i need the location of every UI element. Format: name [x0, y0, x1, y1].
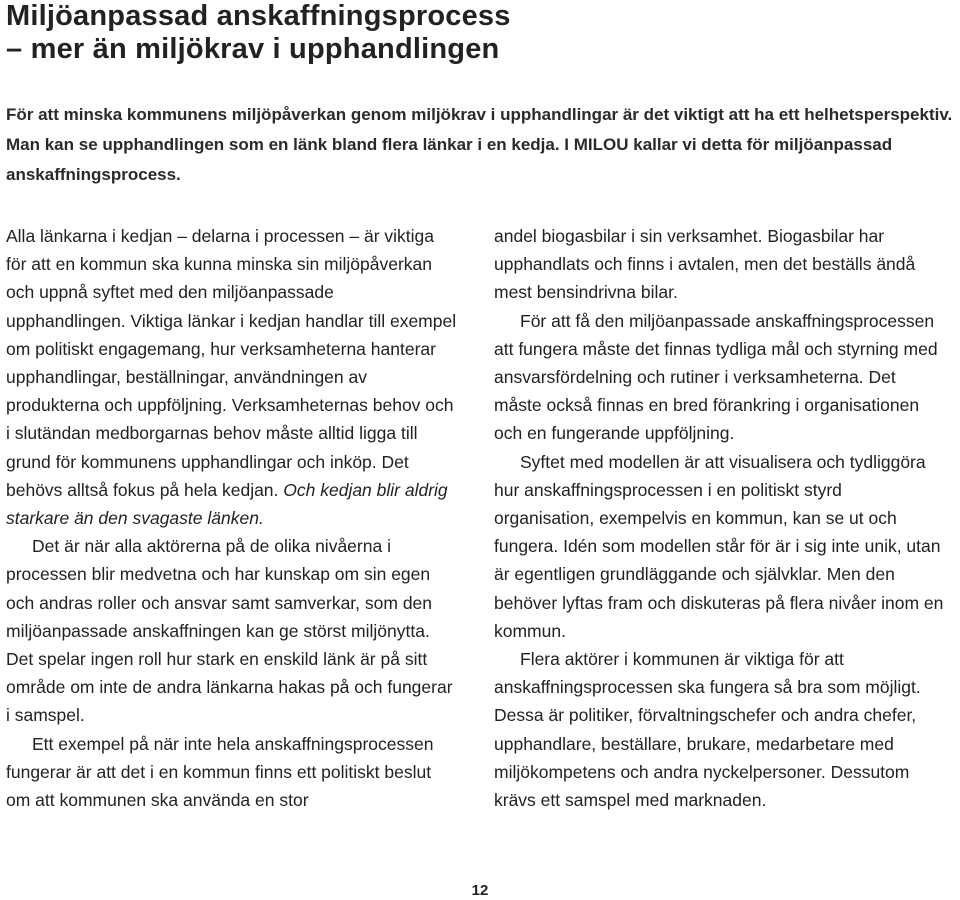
- right-paragraph-1: andel biogasbilar i sin verksamhet. Biogasbilar har upphandlats och finns i avtalen, men det beställs ändå mest bensindrivna bilar.: [494, 226, 916, 303]
- right-column: [494, 222, 946, 814]
- left-paragraph-3: Ett exempel på när inte hela anskaffningsprocessen fungerar är att det i en kommun finns ett politiskt beslut om att kommunen ska använda en stor: [6, 733, 434, 811]
- left-paragraph-1-text: Alla länkarna i kedjan – delarna i processen – är viktiga för att en kommun ska kunna minska sin miljöpåverkan och uppnå syftet med den miljöanpassade upphandlingen. Viktiga länkar i kedjan handlar till exempel om politiskt engagemang, hur verksamheterna hanterar upphandlingar, beställningar, användningen av produkterna och uppföljning. Verksamheternas behov och i slutändan medborgarnas behov måste alltid ligga till grund för kommunens upphandlingar och inköp. Det behövs alltså fokus på hela kedjan.: [6, 226, 457, 500]
- left-paragraph-1: [6, 222, 458, 532]
- right-paragraph-4: Flera aktörer i kommunen är viktiga för att anskaffningsprocessen ska fungera så bra som möjligt. Dessa är politiker, förvaltningschefer och andra chefer, upphandlare, beställare, brukare, medarbetare med miljökompetens och andra nyckelpersoner. Dessutom krävs ett samspel med marknaden.: [494, 649, 921, 811]
- right-paragraph-3: Syftet med modellen är att visualisera och tydliggöra hur anskaffningsprocessen i en politiskt styrd organisation, exempelvis en kommun, kan se ut och fungera. Idén som modellen står för är i sig inte unik, utan är egentligen grundläggande och självklar. Men den behöver lyftas fram och diskuteras på flera nivåer inom en kommun.: [494, 451, 944, 641]
- left-column: [6, 222, 458, 814]
- intro-paragraph: För att minska kommunens miljöpåverkan genom miljökrav i upphandlingar är det viktigt att ha ett helhetsperspektiv. Man kan se upphandlingen som en länk bland flera länkar i en kedja. I MILOU kallar vi detta för miljöanpassad anskaffningsprocess.: [6, 105, 953, 184]
- title-line-2: – mer än miljökrav i upphandlingen: [6, 33, 500, 65]
- page-title: [6, 0, 946, 66]
- left-paragraph-2: Det är när alla aktörerna på de olika nivåerna i processen blir medvetna och har kunskap om sin egen och andras roller och ansvar samt samverkar, som den miljöanpassade anskaffningen kan ge störst miljönytta. Det spelar ingen roll hur stark en enskild länk är på sitt område om inte de andra länkarna hakas på och fungerar i samspel.: [6, 536, 453, 726]
- right-paragraph-2: För att få den miljöanpassade anskaffningsprocessen att fungera måste det finnas tydliga mål och styrning med ansvarsfördelning och rutiner i verksamheterna. Det måste också finnas en bred förankring i organisationen och en fungerande uppföljning.: [494, 310, 938, 444]
- title-line-1: Miljöanpassad anskaffningsprocess: [6, 0, 511, 32]
- page-number: 12: [471, 882, 489, 899]
- left-paragraph-1-quote: Och kedjan blir aldrig starkare än den svagaste länken.: [6, 479, 448, 529]
